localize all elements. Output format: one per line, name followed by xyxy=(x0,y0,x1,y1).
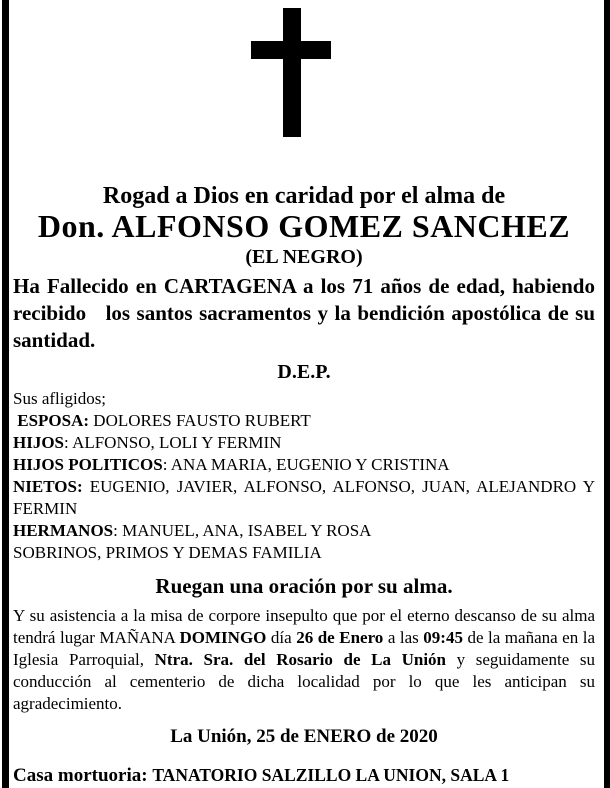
nickname: (EL NEGRO) xyxy=(245,246,363,268)
mortuary-line xyxy=(13,763,595,788)
dateline: La Unión, 25 de ENERO de 2020 xyxy=(170,726,438,747)
invocation-line: Rogad a Dios en caridad por el alma de xyxy=(102,183,506,209)
mortuary-value: TANATORIO SALZILLO LA UNION, SALA 1 xyxy=(152,765,510,785)
prayer-line: Ruegan una oración por su alma. xyxy=(155,574,453,598)
death-announcement: Ha Fallecido en CARTAGENA a los 71 años de edad, habiendo recibido los santos sacramentos y la bendición apostólica de su santidad. xyxy=(13,274,601,352)
mortuary-label: Casa mortuoria: xyxy=(13,765,148,786)
mourner-line: SOBRINOS, PRIMOS Y DEMAS FAMILIA xyxy=(13,543,322,562)
notice-body xyxy=(13,183,601,788)
dep-abbreviation: D.E.P. xyxy=(277,361,331,383)
right-border-bar xyxy=(604,0,610,788)
mourner-line: NIETOS: EUGENIO, JAVIER, ALFONSO, ALFONSO, JUAN, ALEJANDRO Y FERMIN xyxy=(13,477,595,518)
cross-icon-horizontal-bar xyxy=(251,41,331,59)
deceased-name: Don. ALFONSO GOMEZ SANCHEZ xyxy=(37,208,571,244)
left-border-bar xyxy=(2,0,9,788)
mourner-line: HERMANOS: MANUEL, ANA, ISABEL Y ROSA xyxy=(13,521,372,540)
cross-icon-vertical-bar xyxy=(283,8,301,137)
mourner-line: ESPOSA: DOLORES FAUSTO RUBERT xyxy=(13,411,311,430)
mourners-intro: Sus afligidos; xyxy=(13,389,107,408)
mourner-rows xyxy=(13,410,595,564)
mourner-line: HIJOS POLITICOS: ANA MARIA, EUGENIO Y CRISTINA xyxy=(13,455,450,474)
mourner-line: HIJOS: ALFONSO, LOLI Y FERMIN xyxy=(13,433,282,452)
mourners-list xyxy=(13,388,595,564)
funeral-details: Y su asistencia a la misa de corpore insepulto que por el eterno descanso de su alma tendrá lugar MAÑANA DOMINGO día 26 de Enero a las 09:45 de la mañana en la Iglesia Parroquial, Ntra. Sra. del Rosario de La Unión y seguidamente su conducción al cementerio de dicha localidad por lo que les anticipan su agradecimiento. xyxy=(13,606,595,713)
